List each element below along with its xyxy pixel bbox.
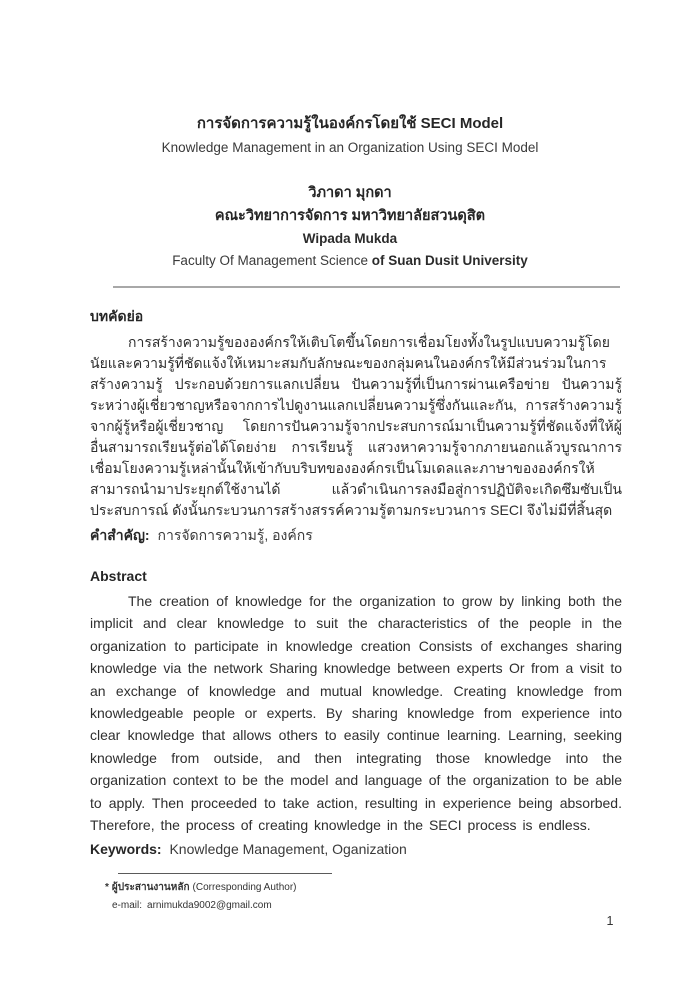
- header-divider: [113, 286, 620, 288]
- affiliation-english: [0, 250, 700, 272]
- keywords-english-line: [90, 841, 622, 857]
- footnote-asterisk: *: [105, 882, 109, 893]
- footnote-thai-text: ผู้ประสานงานหลัก: [111, 882, 190, 893]
- affiliation-english-regular: Faculty Of Management Science: [172, 253, 372, 268]
- keywords-english-label: Keywords:: [90, 841, 162, 857]
- spacer: [0, 160, 700, 182]
- affiliation-english-bold: of Suan Dusit University: [371, 253, 528, 268]
- abstract-english-body: The creation of knowledge for the organization to grow by linking both the implicit and clear knowledge to suit the characteristics of the people in the organization to participate in knowledge creation Consists of exchanges sharing knowledge via the network Sharing knowledge between experts Or from a visit to an exchange of knowledge and mutual knowledge. Creating knowledge from knowledgeable people or experts. By sharing knowledge from experience into clear knowledge that allows others to easily continue learning. Learning, seeking knowledge from outside, and then integrating those knowledge into the organization context to be the model and language of the organization to be able to apply. Then proceeded to take action, resulting in experience being absorbed. Therefore, the process of creating knowledge in the SECI process is endless.: [90, 593, 622, 834]
- keywords-thai-line: [90, 525, 622, 547]
- footnote-block: [90, 873, 450, 911]
- author-name-english: Wipada Mukda: [302, 231, 398, 246]
- keywords-english-value: Knowledge Management, Oganization: [169, 841, 407, 857]
- abstract-thai-heading: บทคัดย่อ: [90, 308, 144, 324]
- footnote-english-text: (Corresponding Author): [192, 882, 297, 893]
- paper-title-english: Knowledge Management in an Organization Using SECI Model: [161, 140, 539, 155]
- abstract-english-section: [90, 568, 622, 836]
- keywords-thai-value: การจัดการความรู้, องค์กร: [157, 527, 313, 543]
- footnote-email-line: [112, 900, 450, 911]
- paper-title-thai: การจัดการความรู้ในองค์กรโดยใช้ SECI Model: [196, 115, 504, 132]
- abstract-english-heading: Abstract: [90, 568, 147, 584]
- email-label: e-mail:: [112, 900, 143, 911]
- page-number: 1: [606, 914, 614, 928]
- footnote-divider: [118, 873, 332, 874]
- author-name-thai: วิภาดา มุกดา: [308, 185, 392, 201]
- header-block: [0, 112, 700, 272]
- email-address: arnimukda9002@gmail.com: [147, 900, 272, 911]
- keywords-thai-label: คำสำคัญ:: [90, 527, 150, 543]
- footnote-corresponding-author: [105, 880, 450, 895]
- abstract-thai-body: การสร้างความรู้ขององค์กรให้เติบโตขึ้นโดยการเชื่อมโยงทั้งในรูปแบบความรู้โดยนัยและความรู้ที่ชัดแจ้งให้เหมาะสมกับลักษณะของกลุ่มคนในองค์กรให้มีส่วนร่วมในการสร้างความรู้ ประกอบด้วยการแลกเปลี่ยน ปันความรู้ที่เป็นการผ่านเครือข่าย ปันความรู้ระหว่างผู้เชี่ยวชาญหรือจากการไปดูงานแลกเปลี่ยนความรู้ซึ่งกันและกัน, การสร้างความรู้จากผู้รู้หรือผู้เชี่ยวชาญ โดยการปันความรู้จากประสบการณ์มาเป็นความรู้ที่ชัดแจ้งที่ให้ผู้อื่นสามารถเรียนรู้ต่อได้โดยง่าย การเรียนรู้ แสวงหาความรู้จากภายนอกแล้วบูรณาการเชื่อมโยงความรู้เหล่านั้นให้เข้ากับบริบทขององค์กรเป็นโมเดลและภาษาขององค์กรให้สามารถนำมาประยุกต์ใช้งานได้ แล้วดำเนินการลงมือสู่การปฏิบัติจะเกิดซึมซับเป็นประสบการณ์ ดังนั้นกระบวนการสร้างสรรค์ความรู้ตามกระบวนการ SECI จึงไม่มีที่สิ้นสุด: [90, 334, 622, 518]
- affiliation-thai: คณะวิทยาการจัดการ มหาวิทยาลัยสวนดุสิต: [214, 208, 486, 224]
- abstract-thai-section: [90, 306, 622, 521]
